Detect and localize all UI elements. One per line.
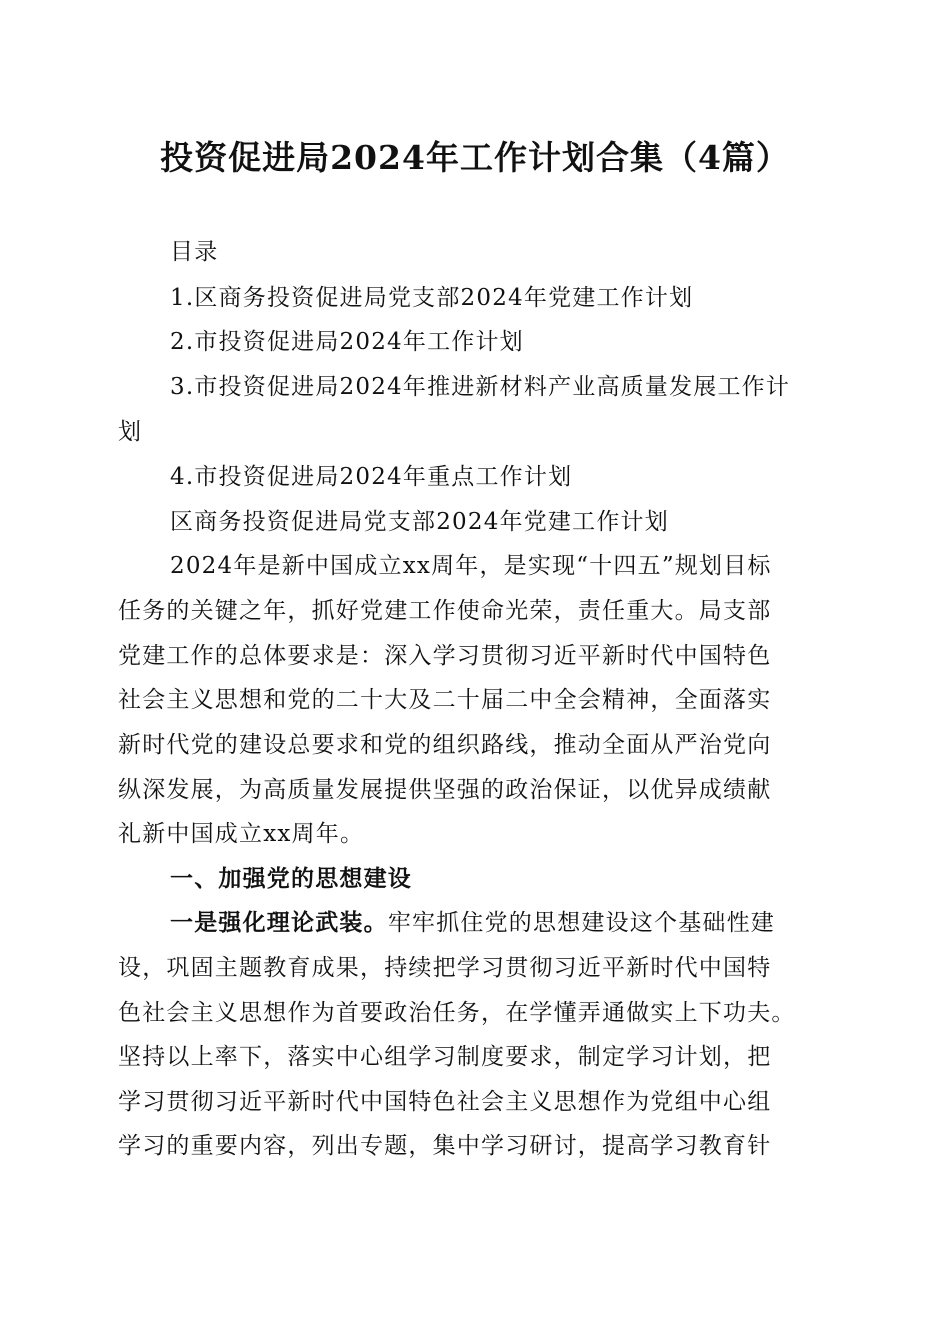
intro-line: 党建工作的总体要求是：深入学习贯彻习近平新时代中国特色: [118, 643, 772, 669]
intro-line: 任务的关键之年，抓好党建工作使命光荣，责任重大。局支部: [118, 598, 772, 624]
intro-line: 2024年是新中国成立xx周年，是实现“十四五”规划目标: [170, 553, 772, 579]
section-title: 区商务投资促进局党支部2024年党建工作计划: [170, 509, 669, 535]
toc-item-2: 2.市投资促进局2024年工作计划: [170, 329, 524, 355]
para-1-line: 设，巩固主题教育成果，持续把学习贯彻习近平新时代中国特: [118, 955, 772, 981]
para-1-lead: 一是强化理论武装。: [170, 909, 388, 936]
heading-1: 一、加强党的思想建设: [170, 866, 412, 892]
para-1-first-rest: 牢牢抓住党的思想建设这个基础性建: [387, 910, 776, 936]
intro-line: 社会主义思想和党的二十大及二十届二中全会精神，全面落实: [118, 687, 772, 713]
para-1-line: 学习的重要内容，列出专题，集中学习研讨，提高学习教育针: [118, 1133, 772, 1159]
document-title: 投资促进局2024年工作计划合集（4篇）: [160, 138, 790, 177]
para-1-first-line: [170, 907, 890, 939]
intro-line: 礼新中国成立xx周年。: [118, 821, 365, 847]
intro-line: 新时代党的建设总要求和党的组织路线，推动全面从严治党向: [118, 732, 772, 758]
para-1-line: 色社会主义思想作为首要政治任务，在学懂弄通做实上下功夫。: [118, 1000, 796, 1026]
toc-item-3-wrap: 划: [118, 419, 143, 445]
para-1-line: 学习贯彻习近平新时代中国特色社会主义思想作为党组中心组: [118, 1089, 772, 1115]
toc-item-1: 1.区商务投资促进局党支部2024年党建工作计划: [170, 285, 694, 311]
intro-line: 纵深发展，为高质量发展提供坚强的政治保证，以优异成绩献: [118, 777, 772, 803]
toc-heading: 目录: [170, 239, 219, 265]
toc-item-3: 3.市投资促进局2024年推进新材料产业高质量发展工作计: [170, 374, 791, 400]
toc-item-4: 4.市投资促进局2024年重点工作计划: [170, 464, 573, 490]
para-1-line: 坚持以上率下，落实中心组学习制度要求，制定学习计划，把: [118, 1044, 772, 1070]
